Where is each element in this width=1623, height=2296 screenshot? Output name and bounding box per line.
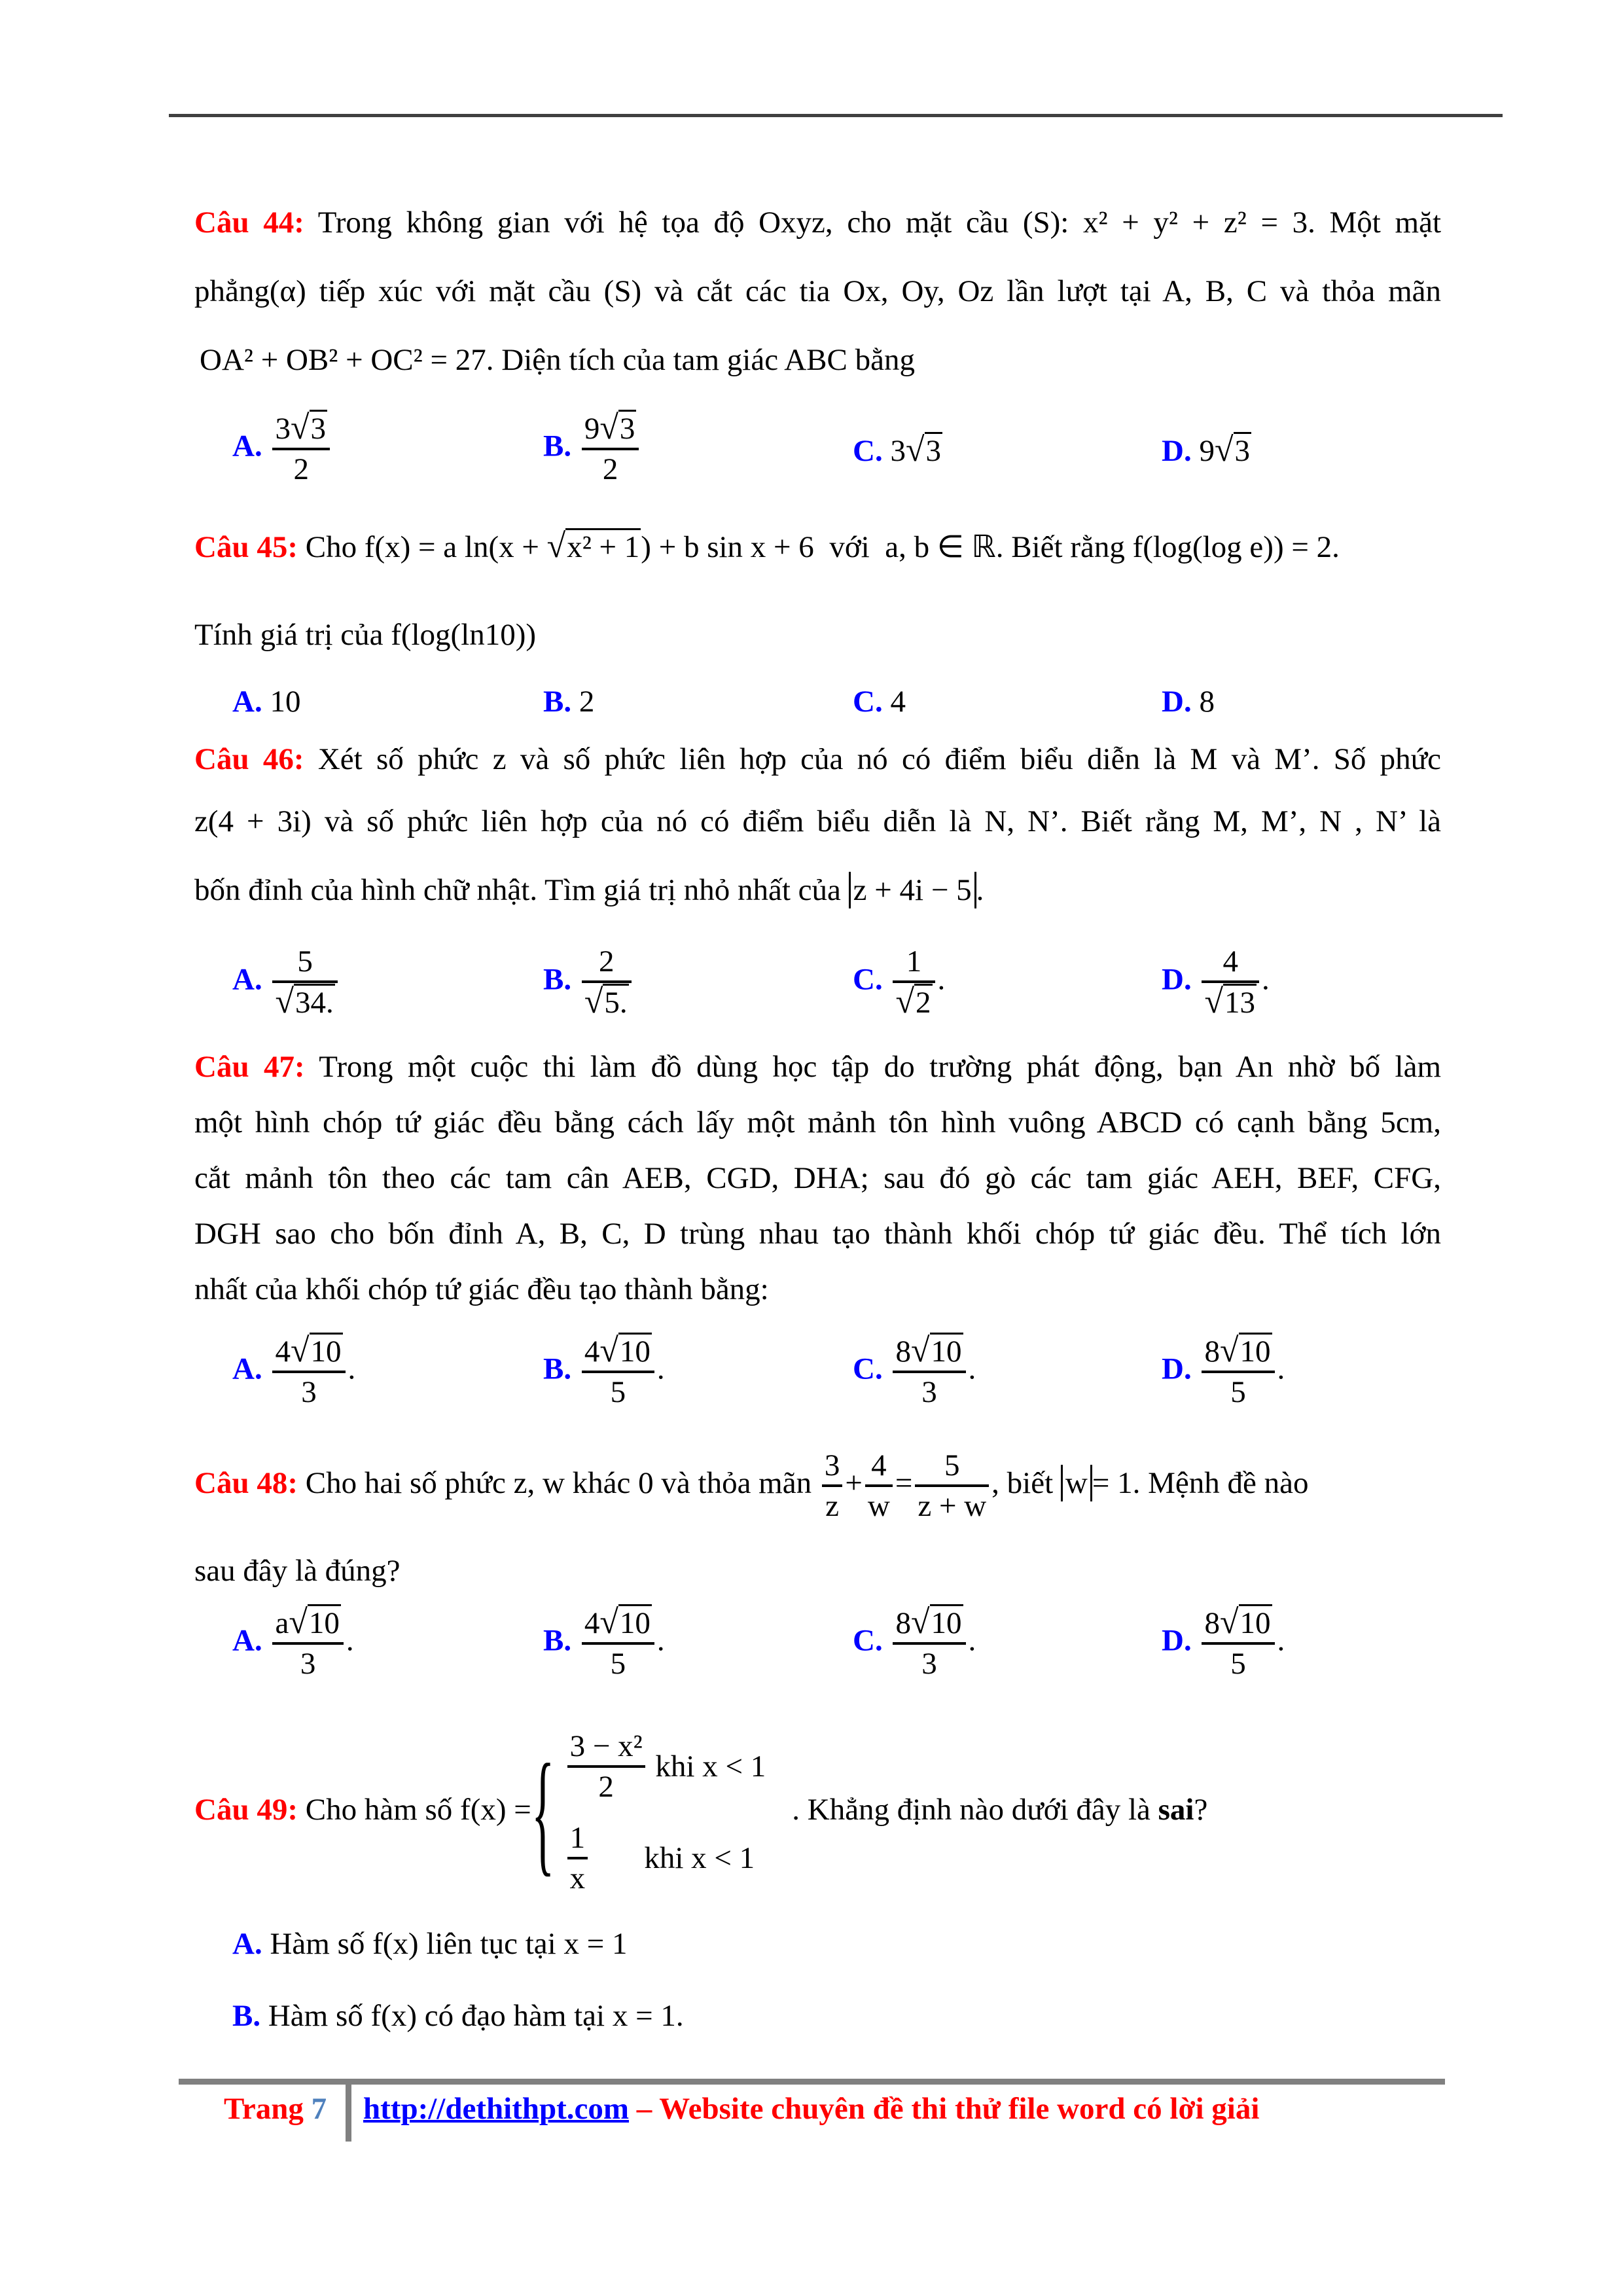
q48-label: Câu 48: <box>194 1465 298 1500</box>
q47-line-1: Câu 47: Trong một cuộc thi làm đồ dùng học tập do trường phát động, bạn An nhờ bố làm <box>194 1050 1442 1084</box>
q45-line-2: Tính giá trị của f(log(ln10)) <box>194 618 537 652</box>
q48-option-c[interactable]: C. $\frac{8√10}{3}$ . <box>853 1604 976 1683</box>
q45-option-d[interactable]: D. 8 <box>1162 685 1215 719</box>
q46-option-d[interactable]: D. $\frac{4}{√13}$ . <box>1162 944 1270 1020</box>
q45-option-a[interactable]: A. 10 <box>232 685 301 719</box>
q44-option-c[interactable]: C. 3√3 <box>853 431 941 469</box>
q44-label: Câu 44: <box>194 206 304 240</box>
q49-option-a[interactable]: A. Hàm số f(x) liên tục tại x = 1 <box>232 1927 628 1961</box>
q44-line-3: OA² + OB² + OC² = 27. Diện tích của tam giác ABC bằng <box>200 343 915 377</box>
q45-target: f(log(ln10)) <box>391 618 537 652</box>
q46-label: Câu 46: <box>194 742 304 776</box>
q46-modulus: z + 4i − 5 <box>849 872 976 908</box>
q46-line-3: bốn đỉnh của hình chữ nhật. Tìm giá trị nhỏ nhất của z + 4i − 5 . <box>194 873 984 907</box>
q44-option-d[interactable]: D. 9√3 <box>1162 431 1250 469</box>
q44-line-2: phẳng(α) tiếp xúc với mặt cầu (S) và cắt các tia Ox, Oy, Oz lần lượt tại A, B, C và thỏa mãn <box>194 274 1441 308</box>
q45-function: f(x) = a ln(x + √x² + 1) + b sin x + 6 <box>364 528 814 565</box>
q48-line-2: sau đây là đúng? <box>194 1554 401 1588</box>
header-rule <box>169 114 1503 117</box>
q45-option-c[interactable]: C. 4 <box>853 685 906 719</box>
q47-line-5: nhất của khối chóp tứ giác đều tạo thành bằng: <box>194 1272 769 1306</box>
footer-site <box>363 2089 1259 2128</box>
q45-given: f(log(log e)) = 2. <box>1132 530 1340 564</box>
q48-option-d[interactable]: D. $\frac{8√10}{5}$ . <box>1162 1604 1285 1683</box>
site-link[interactable]: http://dethithpt.com <box>363 2092 630 2126</box>
q47-option-a[interactable]: A. $\frac{4√10}{3}$ . <box>232 1332 355 1411</box>
q44-option-b[interactable]: B. $\frac{9√3}{2}$ <box>543 409 641 488</box>
q47-option-d[interactable]: D. $\frac{8√10}{5}$ . <box>1162 1332 1285 1411</box>
footer-divider <box>346 2085 351 2142</box>
q47-line-4: DGH sao cho bốn đỉnh A, B, C, D trùng nhau tạo thành khối chóp tứ giác đều. Thể tích lớn <box>194 1217 1441 1251</box>
site-tagline: – Website chuyên đề thi thử file word có lời giải <box>636 2092 1260 2126</box>
q44-option-a[interactable]: A. $\frac{3√3}{2}$ <box>232 409 332 488</box>
q48-option-b[interactable]: B. $\frac{4√10}{5}$ . <box>543 1604 665 1683</box>
q47-option-b[interactable]: B. $\frac{4√10}{5}$ . <box>543 1332 665 1411</box>
q46-option-b[interactable]: B. $\frac{2}{√5.}$ <box>543 942 634 1022</box>
q45-option-b[interactable]: B. 2 <box>543 685 595 719</box>
q49-label: Câu 49: <box>194 1793 298 1827</box>
q46-option-a[interactable]: A. $\frac{5}{√34.}$ <box>232 942 340 1022</box>
q48-equation: $\frac{3}{z}$ + $\frac{4}{w}$ = $\frac{5}{z + w}$ <box>819 1466 991 1500</box>
left-brace-icon: { <box>531 1736 555 1889</box>
q46-option-c[interactable]: C. $\frac{1}{√2}$ . <box>853 944 946 1020</box>
q44-line-1: Câu 44: Trong không gian với hệ tọa độ Oxyz, cho mặt cầu (S): x² + y² + z² = 3. Một mặt <box>194 206 1441 240</box>
q47-option-c[interactable]: C. $\frac{8√10}{3}$ . <box>853 1332 976 1411</box>
q47-line-3: cắt mảnh tôn theo các tam cân AEB, CGD, DHA; sau đó gò các tam giác AEH, BEF, CFG, <box>194 1161 1441 1195</box>
q45-label: Câu 45: <box>194 530 298 564</box>
q45-line-1: Câu 45: Cho f(x) = a ln(x + √x² + 1) + b sin x + 6 với a, b ∈ ℝ. Biết rằng f(log(log e)) = 2. <box>194 528 1340 565</box>
q48-line-1: Câu 48: Cho hai số phức z, w khác 0 và thỏa mãn $\frac{3}{z}$ + $\frac{4}{w}$ = $\frac{5}{z + w}$ , biết w = 1. Mệnh đề nào <box>194 1446 1441 1525</box>
footer-rule <box>179 2079 1445 2085</box>
q47-line-2: một hình chóp tứ giác đều bằng cách lấy một mảnh tôn hình vuông ABCD có cạnh bằng 5cm, <box>194 1105 1441 1139</box>
q46-line-1: Câu 46: Xét số phức z và số phức liên hợp của nó có điểm biểu diễn là M và M’. Số phức <box>194 742 1442 776</box>
q49-piecewise: $\frac{\text{3 − x²}}{2}$ khi x < 1 $\frac{1}{x}$ khi x < 1 <box>565 1721 766 1904</box>
q47-label: Câu 47: <box>194 1050 305 1084</box>
q46-line-2: z(4 + 3i) và số phức liên hợp của nó có điểm biểu diễn là N, N’. Biết rằng M, M’, N , N’ là <box>194 804 1441 838</box>
q48-option-a[interactable]: A. $\frac{a√10}{3}$ . <box>232 1604 354 1683</box>
page-number: 7 <box>311 2092 327 2126</box>
q44-condition: OA² + OB² + OC² = 27. <box>200 343 494 377</box>
q49-line-1: Câu 49: Cho hàm số f(x) ={ $\frac{\text{3 − x²}}{2}$ khi x < 1 $\frac{1}{x}$ khi x < 1 . Khẳng định nào dưới đây là sai? <box>194 1718 1207 1901</box>
q44-plane-alpha: (α) <box>269 274 306 308</box>
page-indicator: Trang 7 <box>224 2092 327 2126</box>
q44-sphere-equation: x² + y² + z² = 3. <box>1083 206 1315 240</box>
q49-option-b[interactable]: B. Hàm số f(x) có đạo hàm tại x = 1. <box>232 1999 684 2033</box>
